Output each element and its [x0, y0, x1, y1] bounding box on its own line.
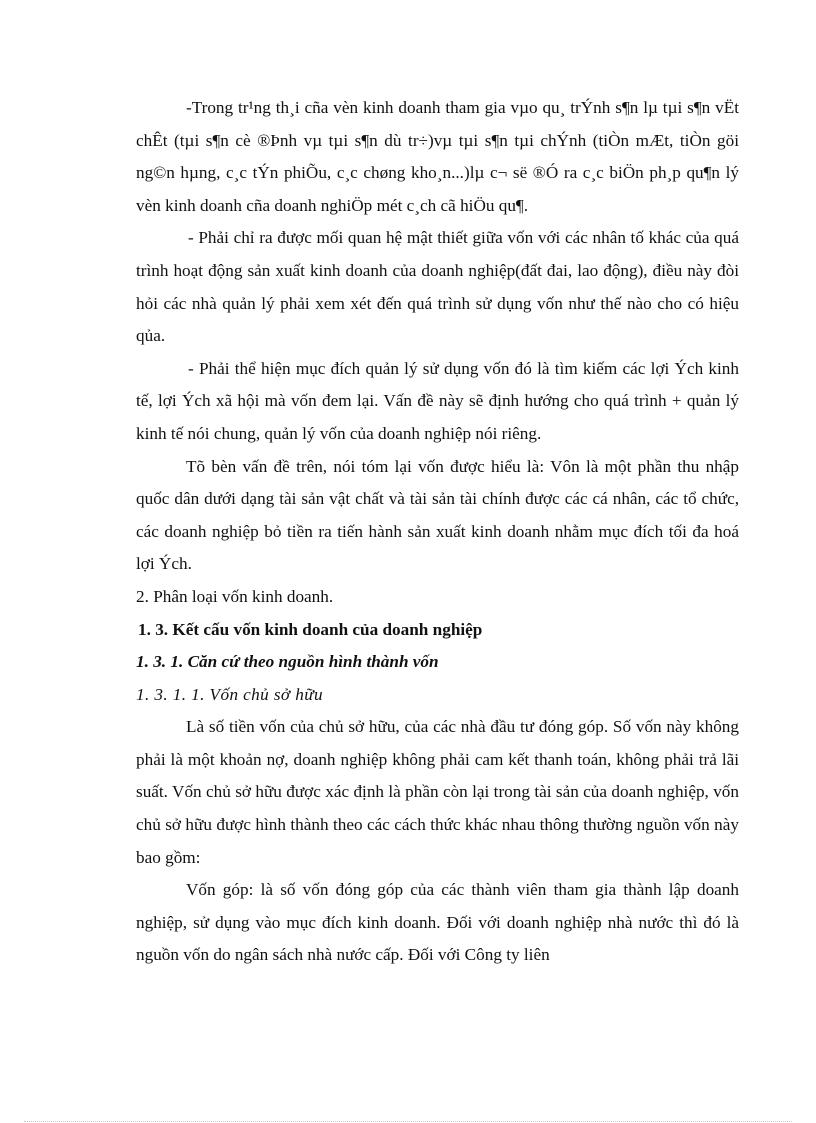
page-bottom-divider	[24, 1121, 792, 1122]
paragraph-capital-definition: Tõ bèn vấn đề trên, nói tóm lại vốn được hiểu là: Vôn là một phần thu nhập quốc dân dưới dạng tài sản vật chất và tài sản tài chính được các cá nhân, các tổ chức, các doanh nghiệp bỏ tiền ra tiến hành sản xuất kinh doanh nhằm mục đích tối đa hoá lợi Ých.	[136, 456, 739, 574]
paragraph-state-of-capital: -Trong tr¹ng th¸i cña vèn kinh doanh tham gia vµo qu¸ trÝnh s¶n lµ tµi s¶n vËt chÊt (tµi s¶n cè ®Þnh vµ tµi s¶n dù tr÷)vµ tµi s¶n tµi chÝnh (tiÒn mÆt, tiÒn göi ng©n hµng, c¸c tÝn phiÕu, c¸c chøng kho¸n...)lµ c¬ së ®Ó ra c¸c biÖn ph¸p qu¶n lý vèn kinh doanh cña doanh nghiÖp mét c¸ch cã hiÖu qu¶.	[136, 98, 739, 215]
heading-capital-structure: 1. 3. Kết cấu vốn kinh doanh của doanh nghiệp	[138, 619, 483, 639]
paragraph-relationship-factors: - Phải chỉ ra được mối quan hệ mật thiết giữa vốn với các nhân tố khác của quá trình hoạt động sản xuất kinh doanh của doanh nghiệp(đất đai, lao động), điều này đòi hỏi các nhà quản lý phải xem xét đến quá trình sử dụng vốn như thế nào cho có hiệu qủa.	[136, 228, 739, 346]
heading-owner-equity: 1. 3. 1. 1. Vốn chủ sở hữu	[136, 684, 323, 704]
document-page	[136, 92, 739, 972]
paragraph-owner-equity: Là số tiền vốn của chủ sở hữu, của các nhà đầu tư đóng góp. Số vốn này không phải là một khoản nợ, doanh nghiệp không phải cam kết thanh toán, không phải trả lãi suất. Vốn chủ sở hữu được xác định là phần còn lại trong tài sản của doanh nghiệp, vốn chủ sở hữu được hình thành theo các cách thức khác nhau thông thường nguồn vốn này bao gồm:	[136, 717, 739, 867]
paragraph-management-purpose: - Phải thể hiện mục đích quản lý sử dụng vốn đó là tìm kiếm các lợi Ých kinh tế, lợi Ých xã hội mà vốn đem lại. Vấn đề này sẽ định hướng cho quá trình + quản lý kinh tế nói chung, quản lý vốn của doanh nghiệp nói riêng.	[136, 358, 739, 443]
section-classification: 2. Phân loại vốn kinh doanh.	[136, 586, 334, 606]
heading-by-source: 1. 3. 1. Căn cứ theo nguồn hình thành vốn	[136, 652, 439, 672]
paragraph-contributed-capital: Vốn góp: là số vốn đóng góp của các thành viên tham gia thành lập doanh nghiệp, sử dụng vào mục đích kinh doanh. Đối với doanh nghiệp nhà nước thì đó là nguồn vốn do ngân sách nhà nước cấp. Đối với Công ty liên	[136, 880, 739, 965]
